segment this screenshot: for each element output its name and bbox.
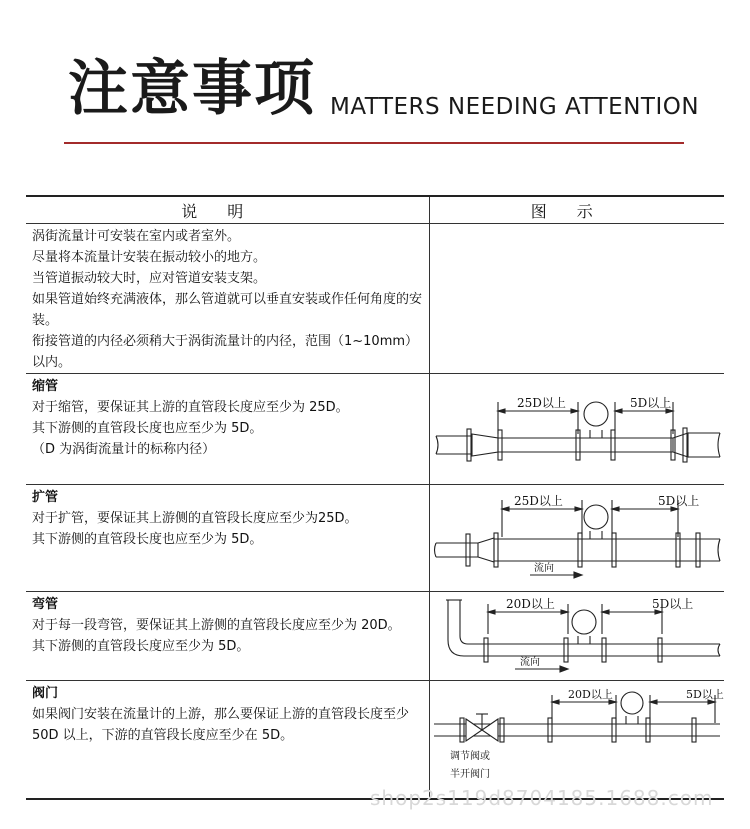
row-elbow-desc — [26, 592, 429, 657]
desc-line: 当管道振动较大时，应对管道安装支架。 — [32, 271, 267, 286]
row-valve-desc — [26, 681, 429, 746]
valve-note-line1: 调节阀或 — [449, 751, 490, 762]
row-general-figure — [429, 224, 724, 374]
elbow-diagram — [430, 592, 725, 680]
table-header-row — [26, 196, 724, 224]
valve-up-label: 20D以上 — [567, 688, 613, 701]
desc-line: 如果阀门安装在流量计的上游，那么要保证上游的直管段长度至少 50D 以上，下游的直管段长度应至少在 5D。 — [32, 707, 410, 743]
title-divider — [64, 142, 684, 144]
reducer-down-label: 5D以上 — [629, 396, 671, 410]
desc-line: 涡街流量计可安装在室内或者室外。 — [32, 229, 241, 244]
row-heading: 阀门 — [32, 686, 59, 701]
expander-flow-label: 流向 — [533, 563, 554, 574]
header-desc: 说明 — [26, 196, 429, 224]
expander-down-label: 5D以上 — [657, 494, 699, 508]
valve-note-line2: 半开阀门 — [449, 769, 490, 780]
table-row — [26, 224, 724, 374]
desc-line: （D 为涡街流量计的标称内径） — [32, 442, 216, 457]
elbow-up-label: 20D以上 — [505, 597, 555, 611]
spec-table — [26, 195, 724, 800]
desc-line: 对于缩管，要保证其上游的直管段长度应至少为 25D。 — [32, 400, 349, 415]
valve-down-label: 5D以上 — [685, 688, 724, 701]
elbow-flow-label: 流向 — [519, 657, 540, 668]
row-expander-desc — [26, 485, 429, 550]
table-row — [26, 681, 724, 799]
row-reducer-desc — [26, 374, 429, 460]
header-figure: 图示 — [429, 196, 724, 224]
row-heading: 弯管 — [32, 597, 59, 612]
table-row — [26, 592, 724, 681]
desc-line: 其下游侧的直管段长度也应至少为 5D。 — [32, 421, 263, 436]
desc-line: 对于每一段弯管，要保证其上游侧的直管段长度应至少为 20D。 — [32, 618, 401, 633]
desc-line: 对于扩管，要保证其上游侧的直管段长度应至少为25D。 — [32, 511, 358, 526]
page-subtitle: MATTERS NEEDING ATTENTION — [330, 94, 700, 120]
row-general-desc — [26, 224, 429, 373]
desc-line: 其下游侧的直管段长度应至少为 5D。 — [32, 639, 250, 654]
desc-line: 如果管道始终充满液体，那么管道就可以垂直安装或作任何角度的安装。 — [32, 292, 423, 328]
watermark: shop2s119d8704185.1688.com — [370, 786, 714, 810]
desc-line: 尽量将本流量计安装在振动较小的地方。 — [32, 250, 267, 265]
elbow-down-label: 5D以上 — [651, 597, 693, 611]
table-row — [26, 374, 724, 485]
table-row — [26, 485, 724, 592]
valve-diagram — [430, 681, 725, 797]
row-heading: 缩管 — [32, 379, 59, 394]
reducer-diagram — [430, 374, 725, 484]
expander-diagram — [430, 485, 725, 591]
desc-line: 衔接管道的内径必须稍大于涡街流量计的内径，范围（1~10mm）以内。 — [32, 334, 419, 370]
expander-up-label: 25D以上 — [513, 494, 563, 508]
row-heading: 扩管 — [32, 490, 59, 505]
page-title: 注意事项 — [68, 54, 316, 124]
reducer-up-label: 25D以上 — [516, 396, 566, 410]
desc-line: 其下游侧的直管段长度也应至少为 5D。 — [32, 532, 263, 547]
